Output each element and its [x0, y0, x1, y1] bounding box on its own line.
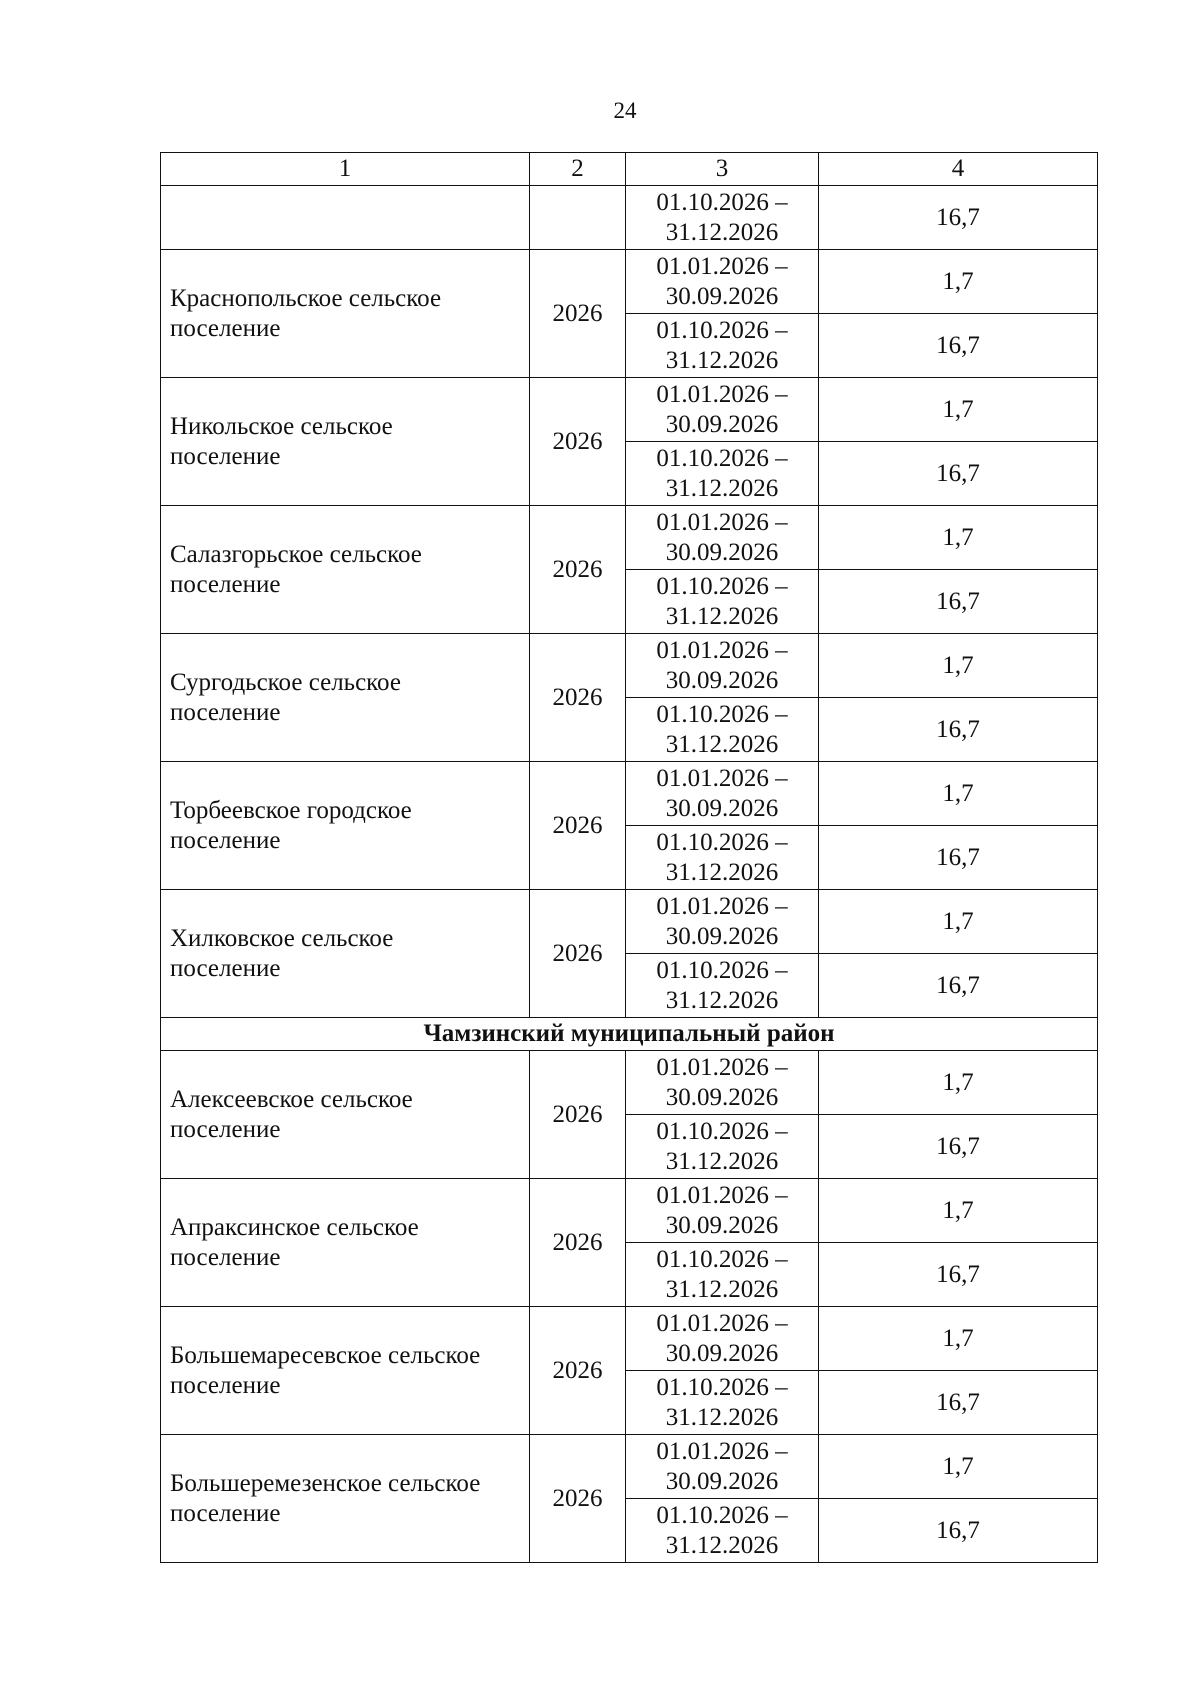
- settlement-row-first-period: [161, 1051, 1098, 1115]
- period-start: 01.10.2026 –: [656, 1245, 788, 1273]
- rate-cell: 1,7: [819, 1051, 1098, 1115]
- settlement-name-line2: поселение: [170, 314, 281, 342]
- period-end: 31.12.2026: [665, 730, 779, 758]
- period-end: 30.09.2026: [665, 282, 779, 310]
- period-start: 01.10.2026 –: [656, 956, 788, 984]
- column-header-2: 2: [530, 153, 626, 186]
- rate-cell: 1,7: [819, 890, 1098, 954]
- rate-cell: 16,7: [819, 1499, 1098, 1563]
- settlement-row-first-period: [161, 1179, 1098, 1243]
- period-end: 30.09.2026: [665, 922, 779, 950]
- period-cell: [626, 1243, 819, 1307]
- period-cell: [626, 250, 819, 314]
- district-title: Чамзинский муниципальный район: [161, 1018, 1098, 1051]
- rate-cell: 1,7: [819, 250, 1098, 314]
- period-start: 01.01.2026 –: [656, 508, 788, 536]
- period-end: 31.12.2026: [665, 1147, 779, 1175]
- period-cell: [626, 1307, 819, 1371]
- year-cell: 2026: [530, 1051, 626, 1179]
- year-cell: 2026: [530, 762, 626, 890]
- period-end: 30.09.2026: [665, 1339, 779, 1367]
- settlement-name-cell: [161, 1435, 530, 1563]
- settlement-name-line2: поселение: [170, 570, 281, 598]
- year-cell: 2026: [530, 1179, 626, 1307]
- settlement-name-cell: [161, 186, 530, 250]
- year-cell: 2026: [530, 634, 626, 762]
- rate-cell: 1,7: [819, 506, 1098, 570]
- period-start: 01.01.2026 –: [656, 636, 788, 664]
- column-header-3: 3: [626, 153, 819, 186]
- period-end: 31.12.2026: [665, 218, 779, 246]
- period-start: 01.10.2026 –: [656, 1117, 788, 1145]
- settlement-name-line1: Хилковское сельское: [170, 924, 394, 952]
- settlement-row-first-period: [161, 634, 1098, 698]
- district-row: [161, 1018, 1098, 1051]
- rate-cell: 1,7: [819, 1179, 1098, 1243]
- period-cell: [626, 314, 819, 378]
- period-cell: [626, 570, 819, 634]
- rate-cell: 16,7: [819, 314, 1098, 378]
- settlement-row-first-period: [161, 378, 1098, 442]
- settlement-row-first-period: [161, 890, 1098, 954]
- period-start: 01.01.2026 –: [656, 892, 788, 920]
- settlement-name-line1: Апраксинское сельское: [170, 1213, 419, 1241]
- settlement-row-first-period: [161, 250, 1098, 314]
- tariff-table: [160, 152, 1098, 1563]
- rate-cell: 16,7: [819, 826, 1098, 890]
- settlement-name-line2: поселение: [170, 442, 281, 470]
- settlement-name-line2: поселение: [170, 954, 281, 982]
- settlement-row-first-period: [161, 762, 1098, 826]
- period-cell: [626, 634, 819, 698]
- period-end: 30.09.2026: [665, 1211, 779, 1239]
- settlement-name-cell: [161, 762, 530, 890]
- period-end: 31.12.2026: [665, 346, 779, 374]
- header-row: [161, 153, 1098, 186]
- page-number: 24: [613, 98, 637, 123]
- year-cell: 2026: [530, 1435, 626, 1563]
- settlement-row-first-period: [161, 1307, 1098, 1371]
- rate-cell: 1,7: [819, 762, 1098, 826]
- settlement-name-line2: поселение: [170, 1243, 281, 1271]
- settlement-name-line2: поселение: [170, 1371, 281, 1399]
- period-end: 30.09.2026: [665, 538, 779, 566]
- period-start: 01.01.2026 –: [656, 1309, 788, 1337]
- settlement-name-cell: [161, 250, 530, 378]
- year-cell: 2026: [530, 890, 626, 1018]
- period-start: 01.01.2026 –: [656, 764, 788, 792]
- period-cell: [626, 378, 819, 442]
- rate-cell: 16,7: [819, 1243, 1098, 1307]
- settlement-name-line2: поселение: [170, 1499, 281, 1527]
- settlement-name-line2: поселение: [170, 698, 281, 726]
- settlement-name-line1: Сургодьское сельское: [170, 668, 401, 696]
- period-cell: [626, 1499, 819, 1563]
- settlement-name-cell: [161, 506, 530, 634]
- period-start: 01.01.2026 –: [656, 1181, 788, 1209]
- period-start: 01.10.2026 –: [656, 1373, 788, 1401]
- period-end: 31.12.2026: [665, 602, 779, 630]
- rate-cell: 16,7: [819, 442, 1098, 506]
- settlement-name-line1: Большемаресевское сельское: [170, 1341, 481, 1369]
- rate-cell: 1,7: [819, 378, 1098, 442]
- continuation-row: [161, 186, 1098, 250]
- period-cell: [626, 890, 819, 954]
- rate-cell: 1,7: [819, 1435, 1098, 1499]
- year-cell: 2026: [530, 378, 626, 506]
- period-start: 01.01.2026 –: [656, 380, 788, 408]
- period-end: 31.12.2026: [665, 986, 779, 1014]
- rate-cell: 1,7: [819, 1307, 1098, 1371]
- period-end: 30.09.2026: [665, 1467, 779, 1495]
- period-cell: [626, 1115, 819, 1179]
- settlement-name-line1: Салазгорьское сельское: [170, 540, 422, 568]
- period-end: 30.09.2026: [665, 1083, 779, 1111]
- year-cell: 2026: [530, 1307, 626, 1435]
- rate-cell: 16,7: [819, 1371, 1098, 1435]
- rate-cell: 16,7: [819, 1115, 1098, 1179]
- period-start: 01.10.2026 –: [656, 316, 788, 344]
- period-end: 31.12.2026: [665, 1531, 779, 1559]
- rate-cell: 16,7: [819, 954, 1098, 1018]
- period-cell: [626, 826, 819, 890]
- year-cell: 2026: [530, 250, 626, 378]
- period-start: 01.10.2026 –: [656, 1501, 788, 1529]
- settlement-name-cell: [161, 890, 530, 1018]
- period-cell: [626, 954, 819, 1018]
- period-cell: [626, 506, 819, 570]
- settlement-name-line2: поселение: [170, 1115, 281, 1143]
- settlement-name-cell: [161, 1051, 530, 1179]
- period-cell: [626, 762, 819, 826]
- column-header-1: 1: [161, 153, 530, 186]
- rate-cell: 16,7: [819, 698, 1098, 762]
- period-start: 01.01.2026 –: [656, 252, 788, 280]
- rate-cell: 1,7: [819, 634, 1098, 698]
- period-cell: [626, 1371, 819, 1435]
- period-cell: [626, 1179, 819, 1243]
- settlement-name-line2: поселение: [170, 826, 281, 854]
- period-cell: [626, 698, 819, 762]
- period-start: 01.10.2026 –: [656, 828, 788, 856]
- period-start: 01.10.2026 –: [656, 700, 788, 728]
- period-end: 31.12.2026: [665, 474, 779, 502]
- year-cell: 2026: [530, 506, 626, 634]
- period-start: 01.10.2026 –: [656, 444, 788, 472]
- settlement-name-line1: Торбеевское городское: [170, 796, 412, 824]
- rate-cell: 16,7: [819, 186, 1098, 250]
- period-end: 31.12.2026: [665, 1403, 779, 1431]
- settlement-name-cell: [161, 634, 530, 762]
- period-cell: [626, 1051, 819, 1115]
- period-end: 31.12.2026: [665, 1275, 779, 1303]
- period-start: 01.01.2026 –: [656, 1437, 788, 1465]
- year-cell: [530, 186, 626, 250]
- rate-cell: 16,7: [819, 570, 1098, 634]
- period-cell: [626, 442, 819, 506]
- settlement-row-first-period: [161, 1435, 1098, 1499]
- period-end: 31.12.2026: [665, 858, 779, 886]
- settlement-name-line1: Большеремезенское сельское: [170, 1469, 481, 1497]
- settlement-name-cell: [161, 1179, 530, 1307]
- period-cell: [626, 1435, 819, 1499]
- settlement-name-line1: Никольское сельское: [170, 412, 393, 440]
- period-end: 30.09.2026: [665, 410, 779, 438]
- settlement-name-cell: [161, 1307, 530, 1435]
- period-end: 30.09.2026: [665, 794, 779, 822]
- period-end: 30.09.2026: [665, 666, 779, 694]
- period-start: 01.01.2026 –: [656, 1053, 788, 1081]
- settlement-row-first-period: [161, 506, 1098, 570]
- settlement-name-cell: [161, 378, 530, 506]
- period-start: 01.10.2026 –: [656, 572, 788, 600]
- period-start: 01.10.2026 –: [656, 188, 788, 216]
- settlement-name-line1: Алексеевское сельское: [170, 1085, 413, 1113]
- column-header-4: 4: [819, 153, 1098, 186]
- settlement-name-line1: Краснопольское сельское: [170, 284, 442, 312]
- period-cell: [626, 186, 819, 250]
